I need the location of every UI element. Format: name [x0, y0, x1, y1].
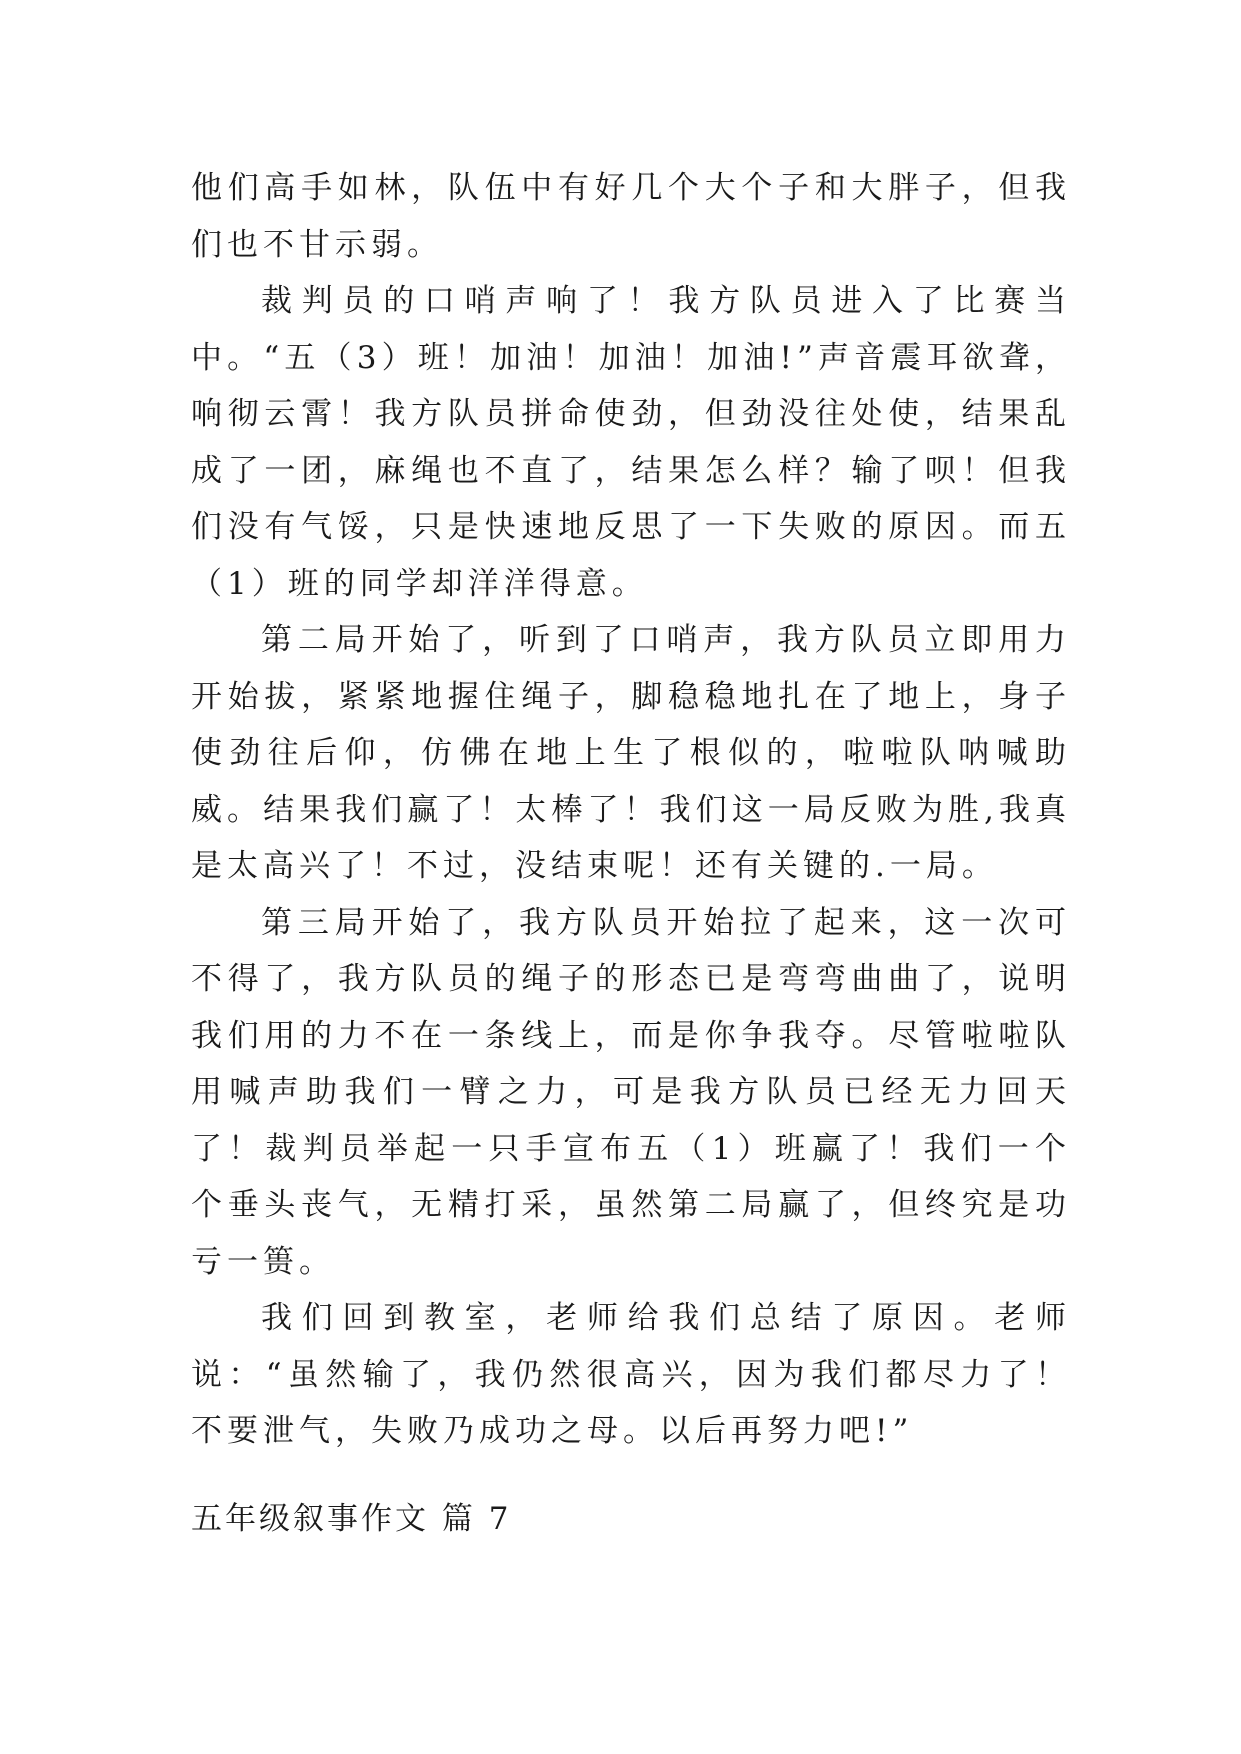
paragraph-1: 他们高手如林，队伍中有好几个大个子和大胖子，但我们也不甘示弱。	[191, 170, 1071, 263]
paragraph-4: 第三局开始了，我方队员开始拉了起来，这一次可不得了，我方队员的绳子的形态已是弯弯曲曲了，说明我们用的力不在一条线上，而是你争我夺。尽管啦啦队用喊声助我们一臂之力，可是我方队员已经无力回天了！裁判员举起一只手宣布五（1）班赢了！我们一个个垂头丧气，无精打采，虽然第二局赢了，但终究是功亏一篑。	[191, 904, 1071, 1280]
paragraph-5: 我们回到教室，老师给我们总结了原因。老师说：“虽然输了，我仍然很高兴，因为我们都尽力了！不要泄气，失败乃成功之母。以后再努力吧!”	[191, 1300, 1071, 1449]
paragraph-3: 第二局开始了，听到了口哨声，我方队员立即用力开始拔，紧紧地握住绳子，脚稳稳地扎在了地上，身子使劲往后仰，仿佛在地上生了根似的，啦啦队呐喊助威。结果我们赢了！太棒了！我们这一局反败为胜,我真是太高兴了！不过，没结束呢！还有关键的.一局。	[191, 622, 1071, 884]
section-heading: 五年级叙事作文 篇 7	[191, 1501, 512, 1537]
paragraph-2: 裁判员的口哨声响了！我方队员进入了比赛当中。“五（3）班！加油！加油！加油!”声音震耳欲聋，响彻云霄！我方队员拼命使劲，但劲没往处使，结果乱成了一团，麻绳也不直了，结果怎么样？输了呗！但我们没有气馁，只是快速地反思了一下失败的原因。而五（1）班的同学却洋洋得意。	[191, 283, 1071, 602]
essay-body	[191, 160, 1071, 1460]
